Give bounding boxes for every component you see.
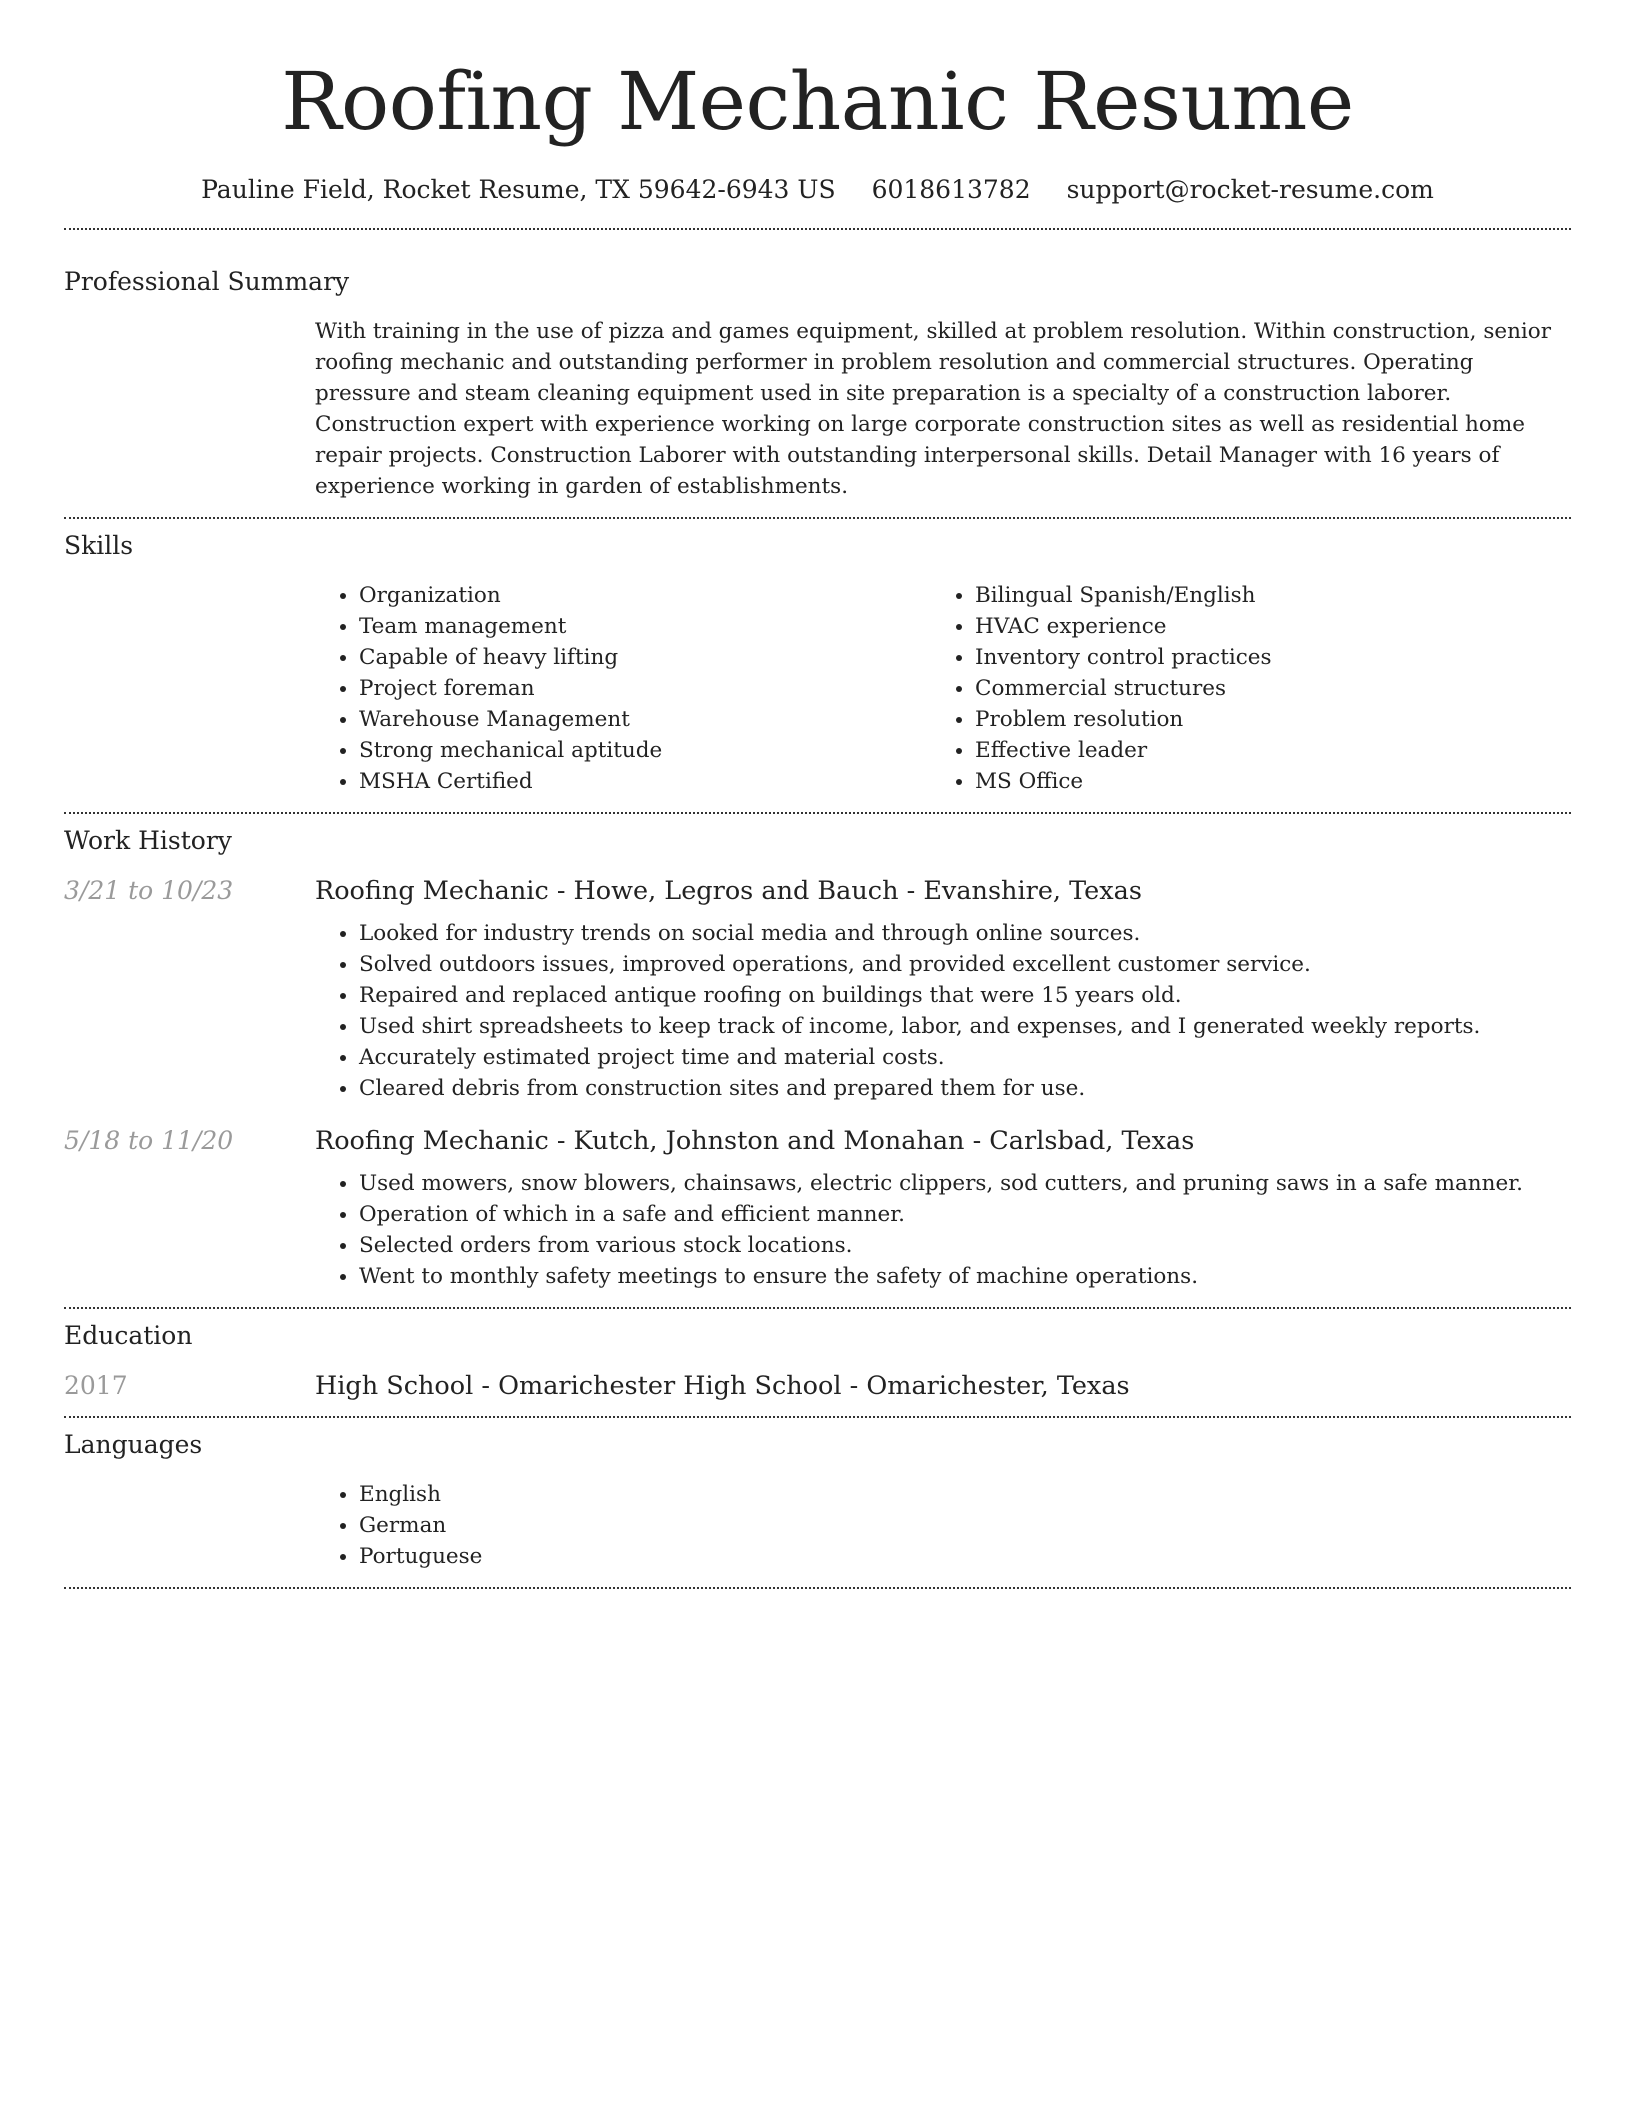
job-bullet: • Cleared debris from construction sites and prepared them for use. [359, 1073, 1571, 1104]
job-bullet: • Looked for industry trends on social media and through online sources. [359, 918, 1571, 949]
contact-address: Pauline Field, Rocket Resume, TX 59642-6943 US [201, 175, 836, 204]
language-item: • English [359, 1479, 1571, 1510]
skill-item: • Organization [359, 580, 931, 611]
job-bullet: • Selected orders from various stock locations. [359, 1230, 1571, 1261]
job-title: Roofing Mechanic - Howe, Legros and Bauch - Evanshire, Texas [315, 876, 1142, 906]
job-dates: 5/18 to 11/20 [64, 1126, 234, 1155]
job-bullet: • Used shirt spreadsheets to keep track of income, labor, and expenses, and I generated weekly reports. [359, 1011, 1571, 1042]
language-item: • Portuguese [359, 1541, 1571, 1572]
job-bullets [315, 1168, 1571, 1292]
section-heading-summary: Professional Summary [64, 267, 350, 296]
skills-section [315, 580, 1571, 797]
skill-item: • HVAC experience [975, 611, 1547, 642]
divider [64, 812, 1571, 814]
summary-text: With training in the use of pizza and games equipment, skilled at problem resolution. Within construction, senior roofing mechanic and outstanding performer in problem resolution and commercial structures. Operating pressure and steam cleaning equipment used in site preparation is a specialty of a construction laborer. Construction expert with experience working on large corporate construction sites as well as residential home repair projects. Construction Laborer with outstanding interpersonal skills. Detail Manager with 16 years of experience working in garden of establishments. [315, 319, 1552, 499]
skill-item: • Commercial structures [975, 673, 1547, 704]
skill-item: • Bilingual Spanish/English [975, 580, 1547, 611]
resume-title: Roofing Mechanic Resume [281, 55, 1354, 148]
resume-page [64, 0, 1571, 1589]
divider [64, 228, 1571, 230]
skill-item: • Effective leader [975, 735, 1547, 766]
skill-item: • Capable of heavy lifting [359, 642, 931, 673]
job-title: Roofing Mechanic - Kutch, Johnston and Monahan - Carlsbad, Texas [315, 1126, 1195, 1156]
skills-column-right [931, 580, 1547, 797]
education-title: High School - Omarichester High School - Omarichester, Texas [315, 1371, 1130, 1401]
skill-item: • MSHA Certified [359, 766, 931, 797]
skills-column-left [315, 580, 931, 797]
skill-item: • Problem resolution [975, 704, 1547, 735]
section-heading-languages: Languages [64, 1430, 203, 1459]
section-heading-skills: Skills [64, 531, 134, 560]
languages-section [315, 1479, 1571, 1572]
skill-item: • Warehouse Management [359, 704, 931, 735]
skill-item: • Strong mechanical aptitude [359, 735, 931, 766]
contact-line [64, 172, 1571, 208]
job-bullet: • Used mowers, snow blowers, chainsaws, electric clippers, sod cutters, and pruning saws in a safe manner. [359, 1168, 1571, 1199]
summary-section [315, 316, 1571, 502]
contact-email: support@rocket-resume.com [1066, 175, 1434, 204]
job-bullet: • Repaired and replaced antique roofing on buildings that were 15 years old. [359, 980, 1571, 1011]
job-bullet: • Went to monthly safety meetings to ensure the safety of machine operations. [359, 1261, 1571, 1292]
skill-item: • Team management [359, 611, 931, 642]
education-entry [64, 1371, 1571, 1401]
job-bullet: • Operation of which in a safe and efficient manner. [359, 1199, 1571, 1230]
job-entry [64, 1126, 1571, 1156]
job-dates: 3/21 to 10/23 [64, 876, 234, 905]
divider [64, 1416, 1571, 1418]
skill-item: • Inventory control practices [975, 642, 1547, 673]
divider [64, 517, 1571, 519]
section-heading-education: Education [64, 1321, 193, 1350]
education-year: 2017 [64, 1371, 128, 1400]
divider [64, 1587, 1571, 1589]
section-heading-work: Work History [64, 826, 232, 855]
job-entry [64, 876, 1571, 906]
job-bullet: • Accurately estimated project time and material costs. [359, 1042, 1571, 1073]
job-bullets [315, 918, 1571, 1104]
job-bullet: • Solved outdoors issues, improved operations, and provided excellent customer service. [359, 949, 1571, 980]
divider [64, 1307, 1571, 1309]
skill-item: • Project foreman [359, 673, 931, 704]
skill-item: • MS Office [975, 766, 1547, 797]
language-item: • German [359, 1510, 1571, 1541]
contact-phone: 6018613782 [871, 175, 1031, 204]
